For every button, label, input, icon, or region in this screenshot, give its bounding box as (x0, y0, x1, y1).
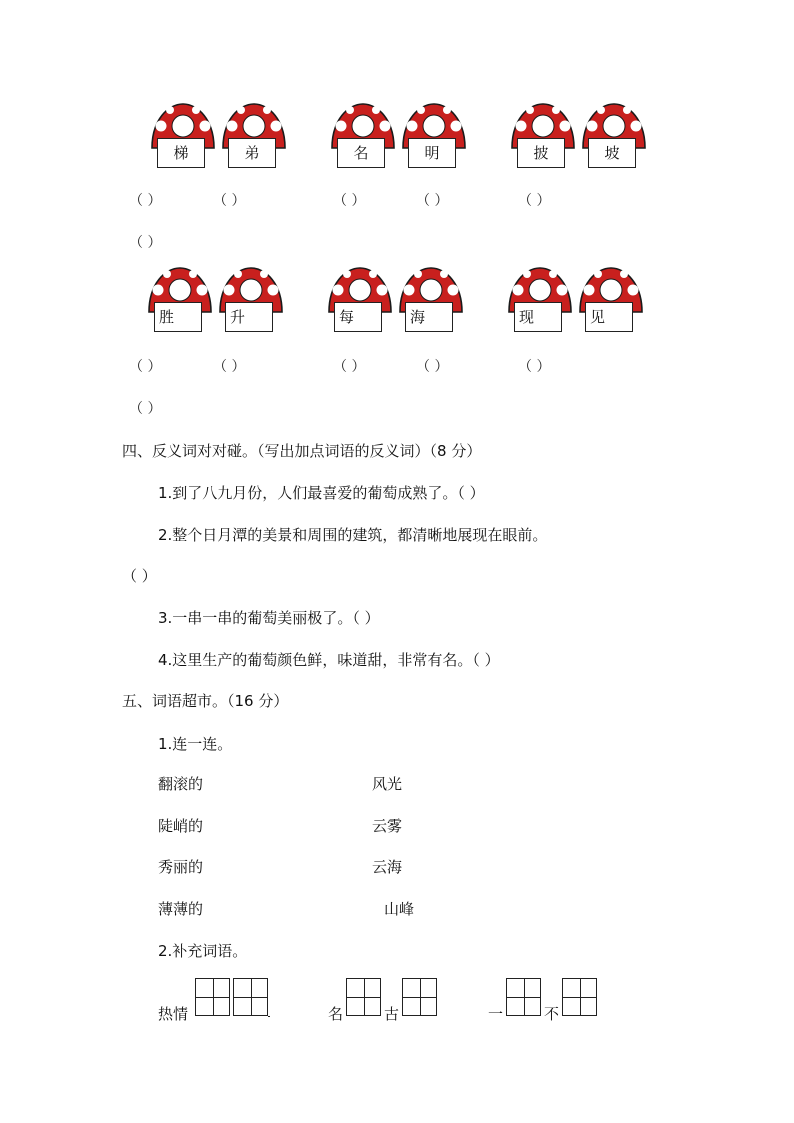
fill-2-char-a: 名 (328, 1005, 344, 1023)
mushroom-card (221, 102, 287, 172)
subsection-2-title: 2.补充词语。 (158, 942, 248, 960)
answer-paren-blank[interactable]: （ ） (129, 193, 162, 209)
subsection-1-title: 1.连一连。 (158, 735, 233, 753)
mushroom-card (401, 102, 467, 172)
char-grid-box[interactable] (562, 978, 597, 1016)
mushroom-character: 现 (514, 302, 562, 332)
char-grid-box[interactable] (506, 978, 541, 1016)
match-right-3[interactable]: 云海 (372, 858, 403, 876)
question-2-blank[interactable]: （ ） (122, 567, 157, 585)
answer-paren-blank[interactable]: （ ） (518, 359, 551, 375)
mushroom-card (327, 266, 393, 336)
mushroom-character: 升 (225, 302, 273, 332)
match-right-2[interactable]: 云雾 (372, 817, 403, 835)
mushroom-character: 胜 (154, 302, 202, 332)
fill-3-char-b: 不 (544, 1005, 560, 1023)
question-2: 2.整个日月潭的美景和周围的建筑，都清晰地展现在眼前。 (158, 526, 548, 544)
mushroom-card (510, 102, 576, 172)
answer-paren-blank[interactable]: （ ） (518, 193, 551, 209)
question-1: 1.到了八九月份，人们最喜爱的葡萄成熟了。（ ） (158, 484, 485, 502)
char-grid-box[interactable] (233, 978, 268, 1016)
fill-2-char-b: 古 (384, 1005, 400, 1023)
section-4-title: 四、反义词对对碰。（写出加点词语的反义词）（8 分） (122, 442, 482, 460)
section-5-title: 五、词语超市。（16 分） (122, 692, 289, 710)
mushroom-character: 坡 (588, 138, 636, 168)
answer-paren-blank[interactable]: （ ） (213, 359, 246, 375)
answer-paren-blank[interactable]: （ ） (129, 235, 162, 251)
char-grid-box[interactable] (402, 978, 437, 1016)
mushroom-card (581, 102, 647, 172)
match-right-1[interactable]: 风光 (372, 775, 403, 793)
answer-paren-blank[interactable]: （ ） (129, 401, 162, 417)
question-4: 4.这里生产的葡萄颜色鲜，味道甜，非常有名。（ ） (158, 651, 500, 669)
mushroom-character: 披 (517, 138, 565, 168)
mushroom-character: 梯 (157, 138, 205, 168)
mushroom-card (507, 266, 573, 336)
mushroom-character: 弟 (228, 138, 276, 168)
mushroom-card (330, 102, 396, 172)
underline (268, 1016, 270, 1017)
answer-paren-blank[interactable]: （ ） (416, 359, 449, 375)
answer-paren-blank[interactable]: （ ） (213, 193, 246, 209)
mushroom-card (578, 266, 644, 336)
match-left-4[interactable]: 薄薄的 (158, 900, 204, 918)
char-grid-box[interactable] (346, 978, 381, 1016)
mushroom-card (218, 266, 284, 336)
char-grid-box[interactable] (195, 978, 230, 1016)
match-left-1[interactable]: 翻滚的 (158, 775, 204, 793)
mushroom-card (147, 266, 213, 336)
answer-paren-blank[interactable]: （ ） (333, 193, 366, 209)
fill-1-prefix: 热情 (158, 1005, 189, 1023)
fill-3-char-a: 一 (488, 1005, 504, 1023)
answer-paren-blank[interactable]: （ ） (129, 359, 162, 375)
answer-paren-blank[interactable]: （ ） (416, 193, 449, 209)
mushroom-character: 海 (405, 302, 453, 332)
question-3: 3.一串一串的葡萄美丽极了。（ ） (158, 609, 380, 627)
match-left-2[interactable]: 陡峭的 (158, 817, 204, 835)
mushroom-character: 明 (408, 138, 456, 168)
match-left-3[interactable]: 秀丽的 (158, 858, 204, 876)
mushroom-character: 每 (334, 302, 382, 332)
match-right-4[interactable]: 山峰 (384, 900, 415, 918)
mushroom-character: 见 (585, 302, 633, 332)
answer-paren-blank[interactable]: （ ） (333, 359, 366, 375)
mushroom-character: 名 (337, 138, 385, 168)
mushroom-card (398, 266, 464, 336)
mushroom-card (150, 102, 216, 172)
